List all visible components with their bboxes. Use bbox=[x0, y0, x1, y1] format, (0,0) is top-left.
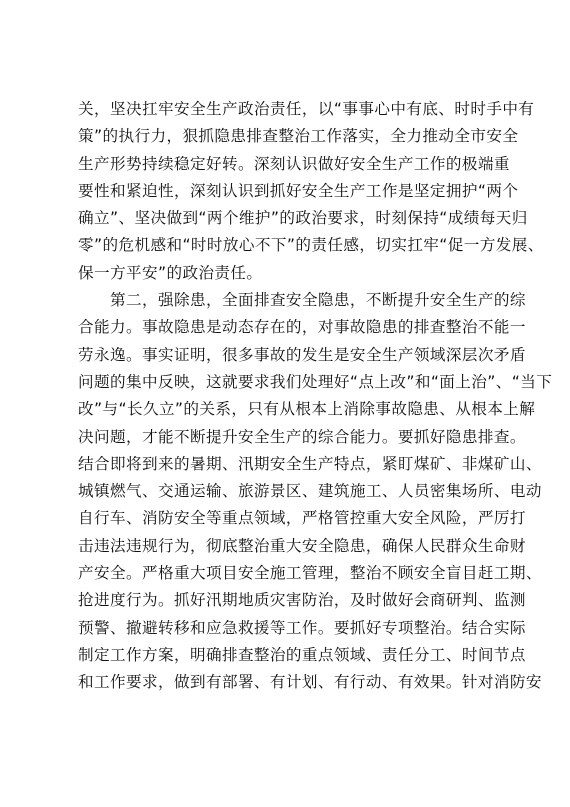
text-line: 问题的集中反映，这就要求我们处理好“点上改”和“面上治”、“当下 bbox=[78, 372, 553, 391]
text-line: 零”的危机感和“时时放心不下”的责任感，切实扛牢“促一方发展、 bbox=[78, 236, 544, 255]
text-line: 预警、撤避转移和应急救援等工作。要抓好专项整治。结合实际 bbox=[78, 618, 526, 637]
text-line: 击违法违规行为，彻底整治重大安全隐患，确保人民群众生命财 bbox=[78, 536, 526, 555]
text-line: 和工作要求，做到有部署、有计划、有行动、有效果。针对消防安 bbox=[78, 673, 542, 692]
paragraph-end-line: 保一方平安”的政治责任。 bbox=[78, 263, 263, 282]
text-line: 抢进度行为。抓好汛期地质灾害防治，及时做好会商研判、监测 bbox=[78, 591, 526, 610]
text-line: 关，坚决扛牢安全生产政治责任，以“事事心中有底、时时手中有 bbox=[78, 100, 535, 118]
text-line: 要性和紧迫性，深刻认识到抓好安全生产工作是坚定拥护“两个 bbox=[78, 181, 519, 200]
document-body bbox=[78, 96, 553, 697]
text-line: 决问题，才能不断提升安全生产的综合能力。要抓好隐患排查。 bbox=[78, 427, 526, 446]
text-line: 城镇燃气、交通运输、旅游景区、建筑施工、人员密集场所、电动 bbox=[78, 482, 542, 501]
paragraph-first-line: 第二，强除患，全面排查安全隐患，不断提升安全生产的综 bbox=[110, 291, 526, 310]
text-line: 产安全。严格重大项目安全施工管理，整治不顾安全盲目赶工期、 bbox=[78, 564, 542, 583]
text-line: 策”的执行力，狠抓隐患排查整治工作落实，全力推动全市安全 bbox=[78, 127, 519, 146]
text-line: 合能力。事故隐患是动态存在的，对事故隐患的排查整治不能一 bbox=[78, 318, 526, 337]
text-line: 结合即将到来的暑期、汛期安全生产特点，紧盯煤矿、非煤矿山、 bbox=[78, 454, 542, 473]
text-line: 自行车、消防安全等重点领域，严格管控重大安全风险，严厉打 bbox=[78, 509, 526, 528]
text-line: 改”与“长久立”的关系，只有从根本上消除事故隐患、从根本上解 bbox=[78, 400, 536, 419]
text-line: 制定工作方案，明确排查整治的重点领域、责任分工、时间节点 bbox=[78, 645, 526, 664]
text-line: 确立”、坚决做到“两个维护”的政治要求，时刻保持“成绩每天归 bbox=[78, 209, 528, 228]
text-line: 生产形势持续稳定好转。深刻认识做好安全生产工作的极端重 bbox=[78, 154, 510, 173]
text-line: 劳永逸。事实证明，很多事故的发生是安全生产领域深层次矛盾 bbox=[78, 345, 526, 364]
